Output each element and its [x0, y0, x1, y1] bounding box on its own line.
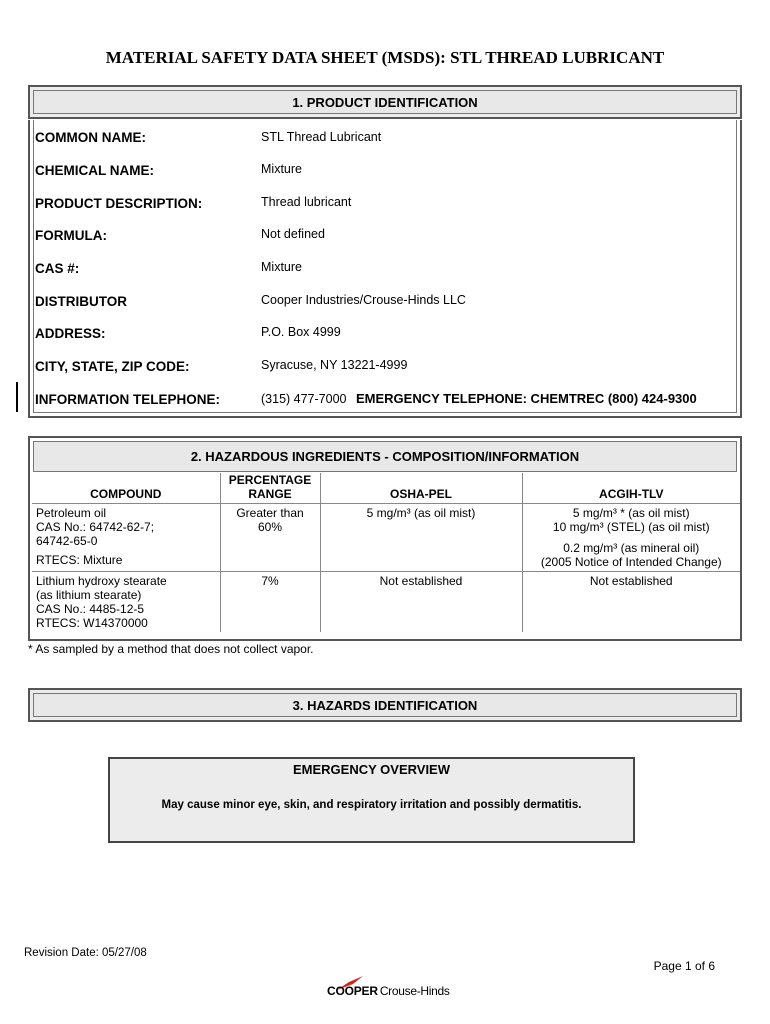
- label-cas: CAS #:: [35, 261, 80, 276]
- cooper-logo: [327, 984, 450, 998]
- value-common-name: STL Thread Lubricant: [261, 130, 382, 144]
- ingredients-table: [32, 473, 740, 632]
- label-formula: FORMULA:: [35, 228, 107, 243]
- column-header-osha: OSHA-PEL: [320, 473, 522, 504]
- document-title: MATERIAL SAFETY DATA SHEET (MSDS): STL THREAD LUBRICANT: [105, 48, 665, 67]
- section-3-heading: 3. HAZARDS IDENTIFICATION: [33, 693, 737, 717]
- osha-cell: Not established: [320, 572, 522, 633]
- emergency-overview-title: EMERGENCY OVERVIEW: [293, 762, 450, 777]
- emergency-overview-text: May cause minor eye, skin, and respiratory irritation and possibly dermatitis.: [161, 799, 582, 811]
- compound-cas: CAS No.: 4485-12-5: [36, 602, 145, 616]
- emergency-overview-box: [108, 757, 635, 843]
- acgih-line: (2005 Notice of Intended Change): [540, 555, 722, 569]
- revision-date: Revision Date: 05/27/08: [24, 947, 147, 959]
- table-row: [32, 504, 740, 572]
- value-distributor: Cooper Industries/Crouse-Hinds LLC: [261, 293, 466, 307]
- acgih-line: 10 mg/m³ (STEL) (as oil mist): [552, 520, 710, 534]
- acgih-line: 0.2 mg/m³ (as mineral oil): [563, 541, 700, 555]
- compound-cas-cont: 64742-65-0: [36, 534, 98, 548]
- acgih-line: 5 mg/m³ * (as oil mist): [572, 506, 690, 520]
- emergency-telephone: EMERGENCY TELEPHONE: CHEMTREC (800) 424-9300: [356, 391, 697, 406]
- logo-brand-text: COOPER: [327, 984, 378, 998]
- compound-rtecs: RTECS: Mixture: [36, 553, 123, 567]
- compound-cell: [32, 572, 220, 633]
- label-information-telephone: INFORMATION TELEPHONE:: [35, 392, 220, 407]
- label-chemical-name: CHEMICAL NAME:: [35, 163, 154, 178]
- section-2-heading: 2. HAZARDOUS INGREDIENTS - COMPOSITION/INFORMATION: [33, 441, 737, 472]
- section-3-header: [28, 688, 742, 722]
- label-city-state-zip: CITY, STATE, ZIP CODE:: [35, 359, 190, 374]
- percentage-cell: 7%: [220, 572, 320, 633]
- label-address: ADDRESS:: [35, 326, 106, 341]
- compound-name: Lithium hydroxy stearate: [36, 574, 167, 588]
- compound-rtecs: RTECS: W14370000: [36, 616, 148, 630]
- logo-sub-text: Crouse-Hinds: [379, 984, 450, 998]
- section-1-header: [28, 85, 742, 119]
- value-formula: Not defined: [261, 227, 325, 241]
- change-bar: [16, 382, 18, 412]
- table-row: [32, 572, 740, 633]
- value-product-description: Thread lubricant: [261, 195, 352, 209]
- compound-cell: [32, 504, 220, 572]
- acgih-cell: Not established: [522, 572, 740, 633]
- osha-cell: 5 mg/m³ (as oil mist): [320, 504, 522, 572]
- compound-cas: CAS No.: 64742-62-7;: [36, 520, 155, 534]
- label-distributor: DISTRIBUTOR: [35, 294, 128, 309]
- value-chemical-name: Mixture: [261, 162, 302, 176]
- value-cas: Mixture: [261, 260, 302, 274]
- section-1-heading: 1. PRODUCT IDENTIFICATION: [33, 90, 737, 114]
- acgih-cell: [522, 504, 740, 572]
- footnote: * As sampled by a method that does not collect vapor.: [28, 642, 314, 656]
- value-information-telephone: (315) 477-7000: [261, 392, 347, 406]
- section-2-box: [28, 436, 742, 641]
- value-address: P.O. Box 4999: [261, 325, 341, 339]
- column-header-percentage: PERCENTAGE RANGE: [220, 473, 320, 504]
- value-city-state-zip: Syracuse, NY 13221-4999: [261, 358, 408, 372]
- column-header-acgih: ACGIH-TLV: [522, 473, 740, 504]
- label-common-name: COMMON NAME:: [35, 130, 146, 145]
- compound-name: Petroleum oil: [36, 506, 107, 520]
- label-product-description: PRODUCT DESCRIPTION:: [35, 196, 203, 211]
- percentage-cell: Greater than 60%: [220, 504, 320, 572]
- column-header-compound: COMPOUND: [32, 473, 220, 504]
- page-number: Page 1 of 6: [653, 959, 715, 973]
- compound-line: (as lithium stearate): [36, 588, 142, 602]
